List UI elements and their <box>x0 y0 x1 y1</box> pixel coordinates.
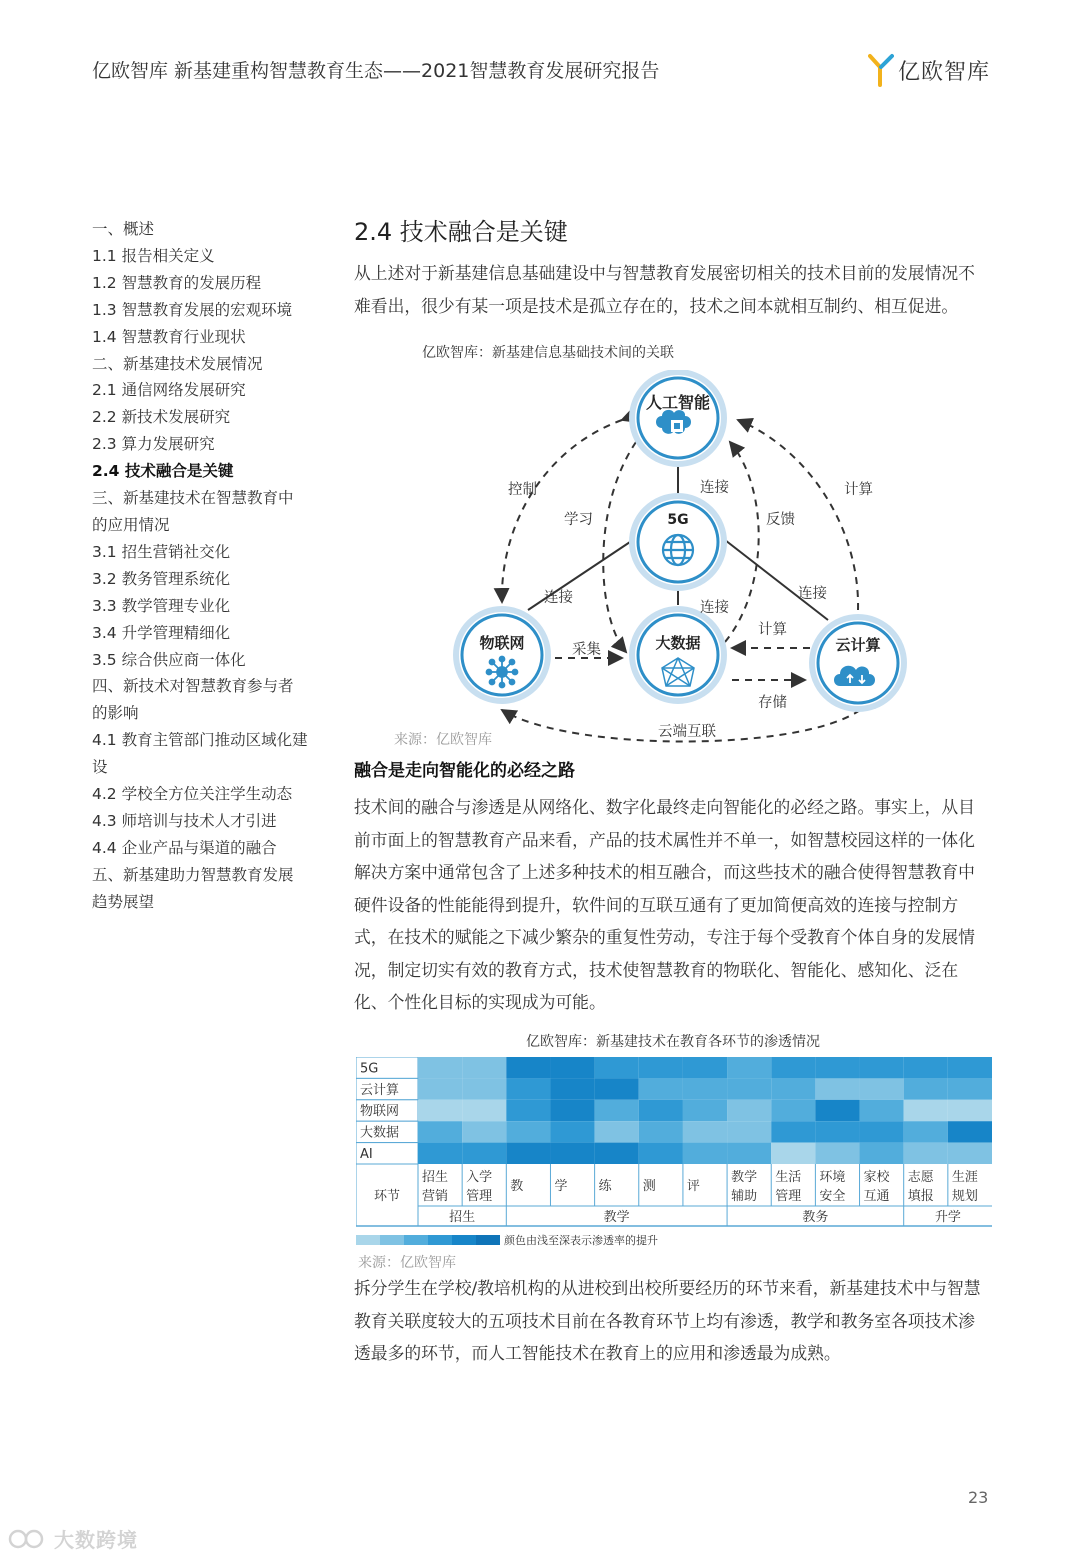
heatmap-cell <box>948 1100 992 1121</box>
heatmap-cell <box>506 1121 550 1142</box>
node-ai-label: 人工智能 <box>645 393 711 412</box>
legend-swatch <box>404 1235 428 1245</box>
node-cloud <box>812 617 904 709</box>
heatmap-col-label: 入学 <box>466 1170 493 1185</box>
node-5g <box>632 496 724 588</box>
heatmap-cell <box>727 1143 771 1164</box>
legend-swatch <box>356 1235 380 1245</box>
heatmap-source: 来源：亿欧智库 <box>358 1255 456 1271</box>
heatmap-col-label: 家校 <box>863 1170 890 1185</box>
table-of-contents <box>92 216 322 916</box>
diagram-source: 来源：亿欧智库 <box>394 732 492 748</box>
toc-item[interactable]: 一、概述 <box>92 220 155 238</box>
edge-cloud-ai-compute <box>738 420 858 610</box>
edge-label-connect-iot-5g: 连接 <box>544 590 573 606</box>
heatmap-cell <box>550 1078 594 1099</box>
heatmap-col-label: 教 <box>510 1179 524 1194</box>
heatmap-cell <box>683 1121 727 1142</box>
toc-item[interactable]: 4.3 师培训与技术人才引进 <box>92 811 277 830</box>
heatmap-corner-label: 环节 <box>373 1189 401 1204</box>
heatmap-cell <box>550 1143 594 1164</box>
heatmap-group-label: 教学 <box>603 1210 630 1225</box>
page-number: 23 <box>968 1488 989 1507</box>
heatmap-cell <box>771 1121 815 1142</box>
toc-item[interactable]: 的应用情况 <box>92 515 170 534</box>
toc-item[interactable]: 4.4 企业产品与渠道的融合 <box>92 838 277 857</box>
heatmap-group-label: 升学 <box>934 1210 961 1225</box>
toc-item[interactable]: 2.2 新技术发展研究 <box>92 408 231 427</box>
heatmap-cell <box>639 1078 683 1099</box>
heatmap-cell <box>771 1057 815 1078</box>
node-cloud-label: 云计算 <box>835 636 881 654</box>
heatmap-cell <box>462 1057 506 1078</box>
heatmap-col-label: 管理 <box>775 1189 802 1204</box>
heatmap-row-label: 物联网 <box>360 1104 400 1120</box>
heatmap-col-label: 规划 <box>951 1189 978 1204</box>
node-iot-label: 物联网 <box>479 634 525 652</box>
heatmap-cell <box>595 1078 639 1099</box>
heatmap-cell <box>860 1078 904 1099</box>
toc-item[interactable]: 二、新基建技术发展情况 <box>92 354 263 373</box>
technology-relationship-diagram <box>440 370 940 750</box>
heatmap-cell <box>683 1100 727 1121</box>
heatmap-cell <box>860 1100 904 1121</box>
heatmap-col-label: 生涯 <box>951 1170 978 1185</box>
legend-swatch <box>428 1235 452 1245</box>
heatmap-cell <box>815 1143 859 1164</box>
heatmap-col-label: 测 <box>642 1179 656 1194</box>
heatmap-cell <box>948 1143 992 1164</box>
toc-item[interactable]: 3.2 教务管理系统化 <box>92 569 231 588</box>
edge-label-connect-5g-bigdata: 连接 <box>700 600 729 616</box>
brand-logo <box>868 50 990 90</box>
toc-item[interactable]: 4.1 教育主管部门推动区域化建 <box>92 731 308 750</box>
brand-name: 亿欧智库 <box>898 59 991 85</box>
heatmap-col-label: 安全 <box>819 1189 846 1204</box>
heatmap-col-label: 环境 <box>819 1170 846 1185</box>
heatmap-cell <box>639 1057 683 1078</box>
edge-label-connect-5g-cloud: 连接 <box>798 586 827 602</box>
node-5g-label: 5G <box>667 512 689 528</box>
heatmap-row-label: 大数据 <box>360 1125 400 1141</box>
heatmap-cell <box>639 1121 683 1142</box>
edge-label-learn: 学习 <box>564 512 593 528</box>
heatmap-col-label: 招生 <box>422 1170 449 1185</box>
heatmap-cell <box>948 1121 992 1142</box>
heatmap-cell <box>904 1078 948 1099</box>
heatmap-col-label: 管理 <box>466 1189 493 1204</box>
heatmap-cell <box>462 1078 506 1099</box>
toc-item[interactable]: 4.2 学校全方位关注学生动态 <box>92 785 293 804</box>
toc-item[interactable]: 3.3 教学管理专业化 <box>92 596 231 615</box>
edge-ai-iot-control <box>502 420 622 602</box>
diagram-caption: 亿欧智库：新基建信息基础技术间的关联 <box>422 345 674 361</box>
watermark-text: 大数跨境 <box>54 1528 138 1552</box>
toc-item[interactable]: 的影响 <box>92 704 139 723</box>
toc-item[interactable]: 3.1 招生营销社交化 <box>92 542 231 561</box>
heatmap-cell <box>815 1057 859 1078</box>
heatmap-cell <box>639 1143 683 1164</box>
edge-label-feedback: 反馈 <box>766 512 795 528</box>
heatmap-cell <box>815 1100 859 1121</box>
node-iot <box>456 609 548 701</box>
heatmap-cell <box>418 1121 462 1142</box>
legend-text: 颜色由浅至深表示渗透率的提升 <box>504 1234 658 1247</box>
heatmap-cell <box>860 1057 904 1078</box>
heatmap-col-label: 学 <box>554 1179 568 1194</box>
heatmap-group-label: 教务 <box>802 1210 829 1225</box>
edge-5g-cloud <box>725 540 828 620</box>
section-title: 2.4 技术融合是关键 <box>354 218 568 246</box>
toc-item[interactable]: 2.4 技术融合是关键 <box>92 462 234 481</box>
node-bigdata <box>632 609 724 701</box>
penetration-heatmap <box>356 1057 992 1227</box>
heatmap-cell <box>683 1078 727 1099</box>
heatmap-row-label: AI <box>360 1147 373 1162</box>
heatmap-caption: 亿欧智库：新基建技术在教育各环节的渗透情况 <box>526 1034 820 1050</box>
heatmap-cell <box>904 1057 948 1078</box>
heatmap-cell <box>683 1057 727 1078</box>
legend-swatch <box>380 1235 404 1245</box>
closing-paragraph: 拆分学生在学校/教培机构的从进校到出校所要经历的环节来看，新基建技术中与智慧教育关联度较大的五项技术目前在各教育环节上均有渗透，教学和教务室各项技术渗透最多的环节，而人工智能技术在教育上的应用和渗透最为成熟。 <box>354 1278 981 1363</box>
heatmap-legend <box>356 1232 658 1248</box>
heatmap-col-label: 练 <box>598 1179 612 1194</box>
heatmap-cell <box>595 1143 639 1164</box>
heatmap-col-label: 营销 <box>422 1189 449 1204</box>
heatmap-cell <box>771 1143 815 1164</box>
network-hub-icon <box>487 657 518 688</box>
heatmap-col-label: 评 <box>686 1179 700 1194</box>
heatmap-col-label: 辅助 <box>731 1189 758 1204</box>
heatmap-cell <box>727 1121 771 1142</box>
heatmap-cell <box>418 1078 462 1099</box>
watermark-logo-icon <box>8 1526 48 1552</box>
heatmap-cell <box>418 1057 462 1078</box>
heatmap-cell <box>550 1100 594 1121</box>
toc-item[interactable]: 2.3 算力发展研究 <box>92 435 215 454</box>
heatmap-cell <box>904 1121 948 1142</box>
heatmap-col-label: 生活 <box>775 1170 802 1185</box>
toc-item[interactable]: 三、新基建技术在智慧教育中 <box>92 489 294 508</box>
node-ai <box>632 372 724 464</box>
toc-item[interactable]: 1.2 智慧教育的发展历程 <box>92 273 262 292</box>
heatmap-cell <box>860 1143 904 1164</box>
heatmap-cell <box>904 1100 948 1121</box>
heatmap-cell <box>727 1057 771 1078</box>
heatmap-cell <box>462 1121 506 1142</box>
heatmap-cell <box>771 1078 815 1099</box>
toc-item[interactable]: 1.1 报告相关定义 <box>92 246 215 265</box>
legend-swatch <box>476 1235 500 1245</box>
heatmap-cell <box>595 1057 639 1078</box>
toc-item[interactable]: 2.1 通信网络发展研究 <box>92 381 246 400</box>
report-title: 亿欧智库 新基建重构智慧教育生态——2021智慧教育发展研究报告 <box>92 60 660 82</box>
edge-label-compute-ai: 计算 <box>844 482 873 498</box>
intro-paragraph: 从上述对于新基建信息基础建设中与智慧教育发展密切相关的技术目前的发展情况不难看出，很少有某一项是技术是孤立存在的，技术之间本就相互制约、相互促进。 <box>354 263 975 316</box>
heatmap-col-label: 填报 <box>907 1189 934 1204</box>
heatmap-cell <box>418 1143 462 1164</box>
toc-item[interactable]: 五、新基建助力智慧教育发展 <box>92 865 294 884</box>
heatmap-cell <box>948 1057 992 1078</box>
heatmap-cell <box>815 1078 859 1099</box>
heatmap-cell <box>506 1100 550 1121</box>
heatmap-cell <box>771 1100 815 1121</box>
edge-bigdata-ai-feedback <box>725 442 759 642</box>
heatmap-cell <box>550 1121 594 1142</box>
heatmap-col-label: 教学 <box>731 1170 758 1185</box>
heatmap-cell <box>418 1100 462 1121</box>
edge-label-control: 控制 <box>508 482 537 498</box>
heatmap-col-label: 志愿 <box>907 1170 934 1185</box>
heatmap-row-label: 5G <box>360 1061 379 1077</box>
heatmap-cell <box>506 1078 550 1099</box>
heatmap-cell <box>815 1121 859 1142</box>
edge-label-compute-bigdata: 计算 <box>758 622 787 638</box>
heatmap-cell <box>904 1143 948 1164</box>
heatmap-cell <box>462 1100 506 1121</box>
heatmap-cell <box>727 1078 771 1099</box>
heatmap-cell <box>550 1057 594 1078</box>
heatmap-cell <box>506 1057 550 1078</box>
heatmap-cell <box>595 1121 639 1142</box>
heatmap-cell <box>506 1143 550 1164</box>
brand-mark-icon <box>868 53 894 87</box>
heatmap-cell <box>860 1121 904 1142</box>
toc-item[interactable]: 1.4 智慧教育行业现状 <box>92 327 246 346</box>
body-paragraph: 技术间的融合与渗透是从网络化、数字化最终走向智能化的必经之路。事实上，从目前市面上的智慧教育产品来看，产品的技术属性并不单一，如智慧校园这样的一体化解决方案中通常包含了上述多种技术的相互融合，而这些技术的融合使得智慧教育中硬件设备的性能能得到提升，软件间的互联互通有了更加简便高效的连接与控制方式，在技术的赋能之下减少繁杂的重复性劳动，专注于每个受教育个体自身的发展情况，制定切实有效的教育方式，技术使智慧教育的物联化、智能化、感知化、泛在化、个性化目标的实现成为可能。 <box>354 797 975 1012</box>
edge-label-store: 存储 <box>758 695 787 711</box>
legend-swatch <box>452 1235 476 1245</box>
heatmap-col-label: 互通 <box>863 1189 890 1204</box>
toc-item[interactable]: 四、新技术对智慧教育参与者 <box>92 677 294 696</box>
node-bigdata-label: 大数据 <box>655 634 701 652</box>
toc-item[interactable]: 3.4 升学管理精细化 <box>92 623 231 642</box>
toc-item[interactable]: 趋势展望 <box>92 892 155 911</box>
toc-item[interactable]: 3.5 综合供应商一体化 <box>92 650 246 669</box>
heatmap-cell <box>462 1143 506 1164</box>
heatmap-cell <box>595 1100 639 1121</box>
edge-label-collect: 采集 <box>572 642 601 658</box>
toc-item[interactable]: 1.3 智慧教育发展的宏观环境 <box>92 300 293 319</box>
heatmap-cell <box>683 1143 727 1164</box>
heatmap-cell <box>948 1078 992 1099</box>
heatmap-group-label: 招生 <box>449 1210 476 1225</box>
subsection-title: 融合是走向智能化的必经之路 <box>354 761 575 781</box>
toc-item[interactable]: 设 <box>92 758 108 777</box>
watermark <box>8 1524 138 1553</box>
edge-label-cloud-interconnect: 云端互联 <box>658 724 716 740</box>
heatmap-cell <box>639 1100 683 1121</box>
edge-label-connect-ai-5g: 连接 <box>700 480 729 496</box>
heatmap-cell <box>727 1100 771 1121</box>
heatmap-row-label: 云计算 <box>360 1082 400 1098</box>
